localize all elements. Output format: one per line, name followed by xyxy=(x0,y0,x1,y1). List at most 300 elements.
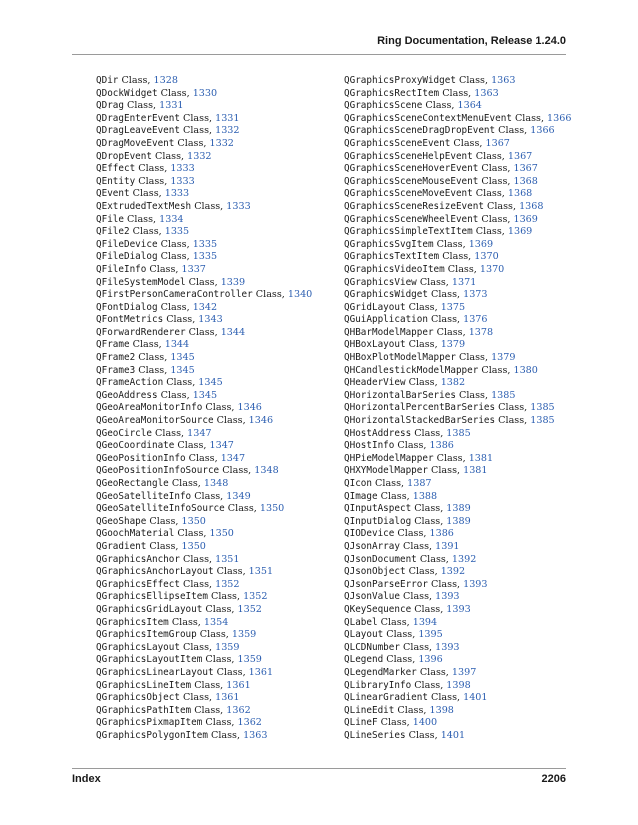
class-suffix: Class, xyxy=(202,402,238,414)
page-link[interactable]: 1393 xyxy=(463,578,488,590)
footer-rule xyxy=(72,768,566,769)
page-link[interactable]: 1332 xyxy=(215,125,240,137)
index-entry xyxy=(344,201,592,214)
page-link[interactable]: 1344 xyxy=(220,326,246,338)
index-entry xyxy=(344,604,592,617)
page-link[interactable]: 1348 xyxy=(254,465,279,477)
class-name: QGraphicsScene xyxy=(344,100,423,112)
class-name: QGeoCoordinate xyxy=(96,440,175,452)
class-suffix: Class, xyxy=(511,112,548,124)
page-link[interactable]: 1347 xyxy=(209,440,234,452)
page-link[interactable]: 1387 xyxy=(407,478,432,489)
page-link[interactable]: 1331 xyxy=(215,112,240,124)
class-name: QLegendMarker xyxy=(344,666,417,678)
class-name: QFileDevice xyxy=(96,238,158,250)
page-link[interactable]: 1385 xyxy=(530,415,555,427)
class-name: QGraphicsPolygonItem xyxy=(96,729,208,741)
page-link[interactable]: 1350 xyxy=(181,540,206,552)
index-entry xyxy=(96,465,344,478)
class-name: QGridLayout xyxy=(344,301,406,313)
page-link[interactable]: 1385 xyxy=(491,389,516,401)
index-entry xyxy=(344,680,592,693)
page-link[interactable]: 1381 xyxy=(468,452,494,464)
index-entry xyxy=(96,491,344,504)
page-link[interactable]: 1385 xyxy=(446,427,471,439)
page-link[interactable]: 1335 xyxy=(192,251,218,263)
index-entry xyxy=(96,75,344,88)
class-suffix: Class, xyxy=(118,75,154,86)
index-entry xyxy=(344,566,592,579)
class-suffix: Class, xyxy=(377,490,413,502)
class-suffix: Class, xyxy=(416,666,452,678)
page-link[interactable]: 1346 xyxy=(248,415,274,427)
index-entry xyxy=(344,314,592,327)
class-suffix: Class, xyxy=(427,578,464,590)
page-link[interactable]: 1369 xyxy=(513,213,538,225)
page-link[interactable]: 1334 xyxy=(159,213,184,225)
class-suffix: Class, xyxy=(185,276,221,288)
index-entry xyxy=(96,453,344,466)
page-link[interactable]: 1344 xyxy=(164,339,190,351)
class-suffix: Class, xyxy=(411,427,447,439)
class-name: QHorizontalStackedBarSeries xyxy=(344,415,496,427)
page-link[interactable]: 1349 xyxy=(226,490,251,502)
class-name: QGeoShape xyxy=(96,515,147,527)
class-name: QGraphicsSceneDragDropEvent xyxy=(344,125,496,137)
index-entry xyxy=(96,339,344,352)
class-suffix: Class, xyxy=(472,226,508,238)
class-suffix: Class, xyxy=(219,465,255,477)
page-link[interactable]: 1398 xyxy=(446,679,471,691)
class-suffix: Class, xyxy=(422,100,458,112)
page-link[interactable]: 1395 xyxy=(418,629,443,641)
class-suffix: Class, xyxy=(179,692,216,704)
index-entry xyxy=(96,113,344,126)
class-suffix: Class, xyxy=(196,629,232,641)
index-entry xyxy=(96,188,344,201)
page-link[interactable]: 1391 xyxy=(435,540,460,552)
class-suffix: Class, xyxy=(179,641,216,653)
class-name: QGraphicsGridLayout xyxy=(96,603,203,615)
page-link[interactable]: 1340 xyxy=(287,289,313,301)
page-link[interactable]: 1370 xyxy=(479,263,505,275)
page-link[interactable]: 1379 xyxy=(491,352,516,364)
page-link[interactable]: 1379 xyxy=(440,339,466,351)
page-link[interactable]: 1368 xyxy=(513,175,538,187)
class-suffix: Class, xyxy=(377,717,413,729)
page-link[interactable]: 1388 xyxy=(412,490,438,502)
page-link[interactable]: 1350 xyxy=(181,515,206,527)
page-link[interactable]: 1392 xyxy=(451,553,477,565)
page-link[interactable]: 1352 xyxy=(243,591,268,603)
page-link[interactable]: 1362 xyxy=(237,717,262,729)
class-suffix: Class, xyxy=(174,440,210,452)
index-entry xyxy=(344,402,592,415)
class-suffix: Class, xyxy=(455,389,492,401)
page-link[interactable]: 1361 xyxy=(248,666,274,678)
page-link[interactable]: 1351 xyxy=(248,566,274,578)
class-name: QLineEdit xyxy=(344,704,395,716)
page-link[interactable]: 1333 xyxy=(164,188,190,200)
class-suffix: Class, xyxy=(399,641,436,653)
class-name: QExtrudedTextMesh xyxy=(96,200,192,212)
page-link[interactable]: 1363 xyxy=(243,729,268,741)
class-suffix: Class, xyxy=(213,415,249,427)
class-suffix: Class, xyxy=(439,87,475,99)
index-entry xyxy=(96,239,344,252)
index-entry xyxy=(344,642,592,655)
index-entry xyxy=(344,617,592,630)
index-entry xyxy=(96,125,344,138)
class-suffix: Class, xyxy=(478,163,514,175)
page-link[interactable]: 1401 xyxy=(440,729,466,741)
index-entry xyxy=(96,277,344,290)
class-name: QFrame xyxy=(96,339,130,351)
class-name: QFontMetrics xyxy=(96,314,164,326)
class-suffix: Class, xyxy=(411,515,447,527)
running-header-title: Ring Documentation, Release 1.24.0 xyxy=(377,35,566,47)
class-name: QJsonDocument xyxy=(344,553,417,565)
page-link[interactable]: 1352 xyxy=(237,603,262,615)
page-link[interactable]: 1332 xyxy=(187,150,212,162)
page-link[interactable]: 1337 xyxy=(181,263,206,275)
index-entry xyxy=(344,554,592,567)
class-name: QForwardRenderer xyxy=(96,326,186,338)
page-link[interactable]: 1332 xyxy=(209,137,234,149)
class-name: QGraphicsSceneMouseEvent xyxy=(344,175,479,187)
class-suffix: Class, xyxy=(495,415,531,427)
class-suffix: Class, xyxy=(433,452,469,464)
index-entry xyxy=(344,440,592,453)
class-name: QFile2 xyxy=(96,226,130,238)
class-suffix: Class, xyxy=(157,251,193,263)
page-link[interactable]: 1389 xyxy=(446,503,471,515)
class-name: QFrame2 xyxy=(96,352,136,364)
page-link[interactable]: 1331 xyxy=(159,100,184,112)
page-link[interactable]: 1345 xyxy=(170,352,195,364)
class-name: QEntity xyxy=(96,175,136,187)
index-entry xyxy=(344,390,592,403)
index-entry xyxy=(96,302,344,315)
class-name: QHostInfo xyxy=(344,440,395,452)
class-suffix: Class, xyxy=(163,377,199,389)
class-suffix: Class, xyxy=(191,704,227,716)
index-entry xyxy=(344,591,592,604)
page-link[interactable]: 1367 xyxy=(507,150,533,162)
page-link[interactable]: 1371 xyxy=(451,276,477,288)
class-suffix: Class, xyxy=(427,692,464,704)
index-entry xyxy=(96,478,344,491)
class-name: QLibraryInfo xyxy=(344,679,412,691)
index-entry xyxy=(96,629,344,642)
page-link[interactable]: 1330 xyxy=(192,87,218,99)
class-name: QEvent xyxy=(96,188,130,200)
index-entry xyxy=(96,251,344,264)
class-suffix: Class, xyxy=(185,326,221,338)
index-entry xyxy=(344,365,592,378)
class-name: QGoochMaterial xyxy=(96,528,175,540)
page-link[interactable]: 1351 xyxy=(215,553,240,565)
index-entry xyxy=(344,541,592,554)
class-name: QJsonValue xyxy=(344,591,400,603)
class-suffix: Class, xyxy=(146,263,182,275)
class-suffix: Class, xyxy=(439,251,475,263)
index-entry xyxy=(96,566,344,579)
class-name: QGeoRectangle xyxy=(96,478,169,489)
page-link[interactable]: 1367 xyxy=(513,163,538,175)
class-suffix: Class, xyxy=(146,540,182,552)
page-link[interactable]: 1366 xyxy=(547,112,572,124)
index-entry xyxy=(96,730,344,743)
page-link[interactable]: 1361 xyxy=(226,679,251,691)
page-link[interactable]: 1335 xyxy=(164,226,190,238)
index-entry xyxy=(344,302,592,315)
page-link[interactable]: 1380 xyxy=(513,364,538,376)
class-name: QDrag xyxy=(96,100,124,112)
page-link[interactable]: 1359 xyxy=(237,654,262,666)
class-name: QGraphicsLayout xyxy=(96,641,180,653)
page-link[interactable]: 1398 xyxy=(429,704,454,716)
page-link[interactable]: 1364 xyxy=(457,100,482,112)
index-entry xyxy=(96,226,344,239)
class-name: QGeoAddress xyxy=(96,389,158,401)
page-link[interactable]: 1368 xyxy=(519,200,544,212)
index-entry xyxy=(344,667,592,680)
page-link[interactable]: 1386 xyxy=(429,528,454,540)
class-suffix: Class, xyxy=(168,616,204,628)
index-entry xyxy=(96,264,344,277)
class-suffix: Class, xyxy=(383,654,419,666)
class-name: QGeoPositionInfo xyxy=(96,452,186,464)
class-suffix: Class, xyxy=(129,226,165,238)
page-link[interactable]: 1378 xyxy=(468,326,494,338)
page-link[interactable]: 1363 xyxy=(491,75,516,86)
class-suffix: Class, xyxy=(372,478,408,489)
index-entry xyxy=(96,289,344,302)
class-name: QGraphicsSceneHoverEvent xyxy=(344,163,479,175)
page-link[interactable]: 1339 xyxy=(220,276,246,288)
page-link[interactable]: 1348 xyxy=(203,478,229,489)
class-suffix: Class, xyxy=(399,591,436,603)
class-suffix: Class, xyxy=(157,238,193,250)
class-suffix: Class, xyxy=(495,402,531,414)
class-suffix: Class, xyxy=(124,213,160,225)
page-link[interactable]: 1333 xyxy=(170,163,195,175)
class-suffix: Class, xyxy=(135,175,171,187)
index-entry xyxy=(344,251,592,264)
index-entry xyxy=(96,214,344,227)
class-name: QFirstPersonCameraController xyxy=(96,289,253,301)
class-name: QKeySequence xyxy=(344,603,412,615)
page-link[interactable]: 1361 xyxy=(215,692,240,704)
index-entry xyxy=(344,730,592,743)
page-link[interactable]: 1333 xyxy=(170,175,195,187)
index-entry xyxy=(344,503,592,516)
page-link[interactable]: 1400 xyxy=(412,717,438,729)
index-entry xyxy=(344,339,592,352)
index-entry xyxy=(344,327,592,340)
index-entry xyxy=(344,176,592,189)
class-name: QGeoCircle xyxy=(96,427,152,439)
class-name: QGraphicsSceneContextMenuEvent xyxy=(344,112,512,124)
class-name: QGraphicsItemGroup xyxy=(96,629,197,641)
class-name: QJsonParseError xyxy=(344,578,428,590)
class-name: QHXYModelMapper xyxy=(344,465,428,477)
page-link[interactable]: 1369 xyxy=(468,238,494,250)
page-link[interactable]: 1345 xyxy=(192,389,218,401)
class-suffix: Class, xyxy=(472,188,508,200)
page-link[interactable]: 1346 xyxy=(237,402,262,414)
class-suffix: Class, xyxy=(478,364,514,376)
class-suffix: Class, xyxy=(179,578,216,590)
page-link[interactable]: 1347 xyxy=(187,427,212,439)
index-entry xyxy=(344,465,592,478)
page-link[interactable]: 1343 xyxy=(198,314,223,326)
class-name: QGraphicsTextItem xyxy=(344,251,440,263)
index-entry xyxy=(96,428,344,441)
class-name: QGraphicsSceneEvent xyxy=(344,137,451,149)
page-link[interactable]: 1366 xyxy=(530,125,555,137)
page-link[interactable]: 1392 xyxy=(440,566,466,578)
class-suffix: Class, xyxy=(411,603,447,615)
index-entry xyxy=(344,226,592,239)
index-entry xyxy=(96,579,344,592)
page-link[interactable]: 1389 xyxy=(446,515,471,527)
index-entry xyxy=(344,188,592,201)
class-suffix: Class, xyxy=(455,75,492,86)
class-suffix: Class, xyxy=(455,352,492,364)
class-suffix: Class, xyxy=(427,314,464,326)
class-name: QGraphicsWidget xyxy=(344,289,428,301)
page-link[interactable]: 1393 xyxy=(435,591,460,603)
class-name: QDragMoveEvent xyxy=(96,137,175,149)
index-column-right xyxy=(344,75,592,742)
page-link[interactable]: 1382 xyxy=(440,377,466,389)
class-name: QGradient xyxy=(96,540,147,552)
index-entry xyxy=(96,554,344,567)
page-link[interactable]: 1373 xyxy=(463,289,488,301)
class-name: QFileDialog xyxy=(96,251,158,263)
class-name: QGuiApplication xyxy=(344,314,428,326)
class-suffix: Class, xyxy=(411,679,447,691)
page-link[interactable]: 1350 xyxy=(209,528,234,540)
page-link[interactable]: 1396 xyxy=(418,654,443,666)
class-name: QHPieModelMapper xyxy=(344,452,434,464)
page-link[interactable]: 1345 xyxy=(198,377,223,389)
index-entry xyxy=(96,604,344,617)
index-entry xyxy=(344,277,592,290)
class-name: QGraphicsRectItem xyxy=(344,87,440,99)
index-entry xyxy=(96,503,344,516)
class-name: QIODevice xyxy=(344,528,395,540)
index-entry xyxy=(96,100,344,113)
page-link[interactable]: 1381 xyxy=(463,465,488,477)
page-link[interactable]: 1342 xyxy=(192,301,218,313)
page-link[interactable]: 1350 xyxy=(259,503,285,515)
page-link[interactable]: 1328 xyxy=(153,75,178,86)
index-column-left xyxy=(96,75,344,742)
page-link[interactable]: 1359 xyxy=(231,629,257,641)
class-name: QLineSeries xyxy=(344,729,406,741)
class-name: QGraphicsEffect xyxy=(96,578,180,590)
class-name: QGraphicsSceneWheelEvent xyxy=(344,213,479,225)
class-name: QGraphicsSimpleTextItem xyxy=(344,226,473,238)
index-entry xyxy=(344,100,592,113)
page-link[interactable]: 1397 xyxy=(451,666,477,678)
class-name: QDir xyxy=(96,75,119,86)
class-suffix: Class, xyxy=(157,87,193,99)
index-entry xyxy=(344,151,592,164)
class-name: QGraphicsView xyxy=(344,276,417,288)
index-entry xyxy=(344,138,592,151)
class-suffix: Class, xyxy=(224,503,260,515)
class-name: QGeoAreaMonitorSource xyxy=(96,415,214,427)
class-name: QGraphicsPixmapItem xyxy=(96,717,203,729)
class-name: QHBoxLayout xyxy=(344,339,406,351)
page-link[interactable]: 1359 xyxy=(215,641,240,653)
page-link[interactable]: 1385 xyxy=(530,402,555,414)
page-link[interactable]: 1363 xyxy=(474,87,499,99)
class-name: QJsonArray xyxy=(344,540,400,552)
page-link[interactable]: 1375 xyxy=(440,301,466,313)
page-link[interactable]: 1401 xyxy=(463,692,488,704)
page-link[interactable]: 1386 xyxy=(429,440,454,452)
class-suffix: Class, xyxy=(191,200,227,212)
class-suffix: Class, xyxy=(394,704,430,716)
index-entry xyxy=(96,163,344,176)
page-link[interactable]: 1333 xyxy=(226,200,251,212)
index-entry xyxy=(96,415,344,428)
index-entry xyxy=(96,680,344,693)
class-suffix: Class, xyxy=(472,150,508,162)
page-link[interactable]: 1354 xyxy=(203,616,229,628)
footer-section: Index xyxy=(72,773,101,785)
page-link[interactable]: 1335 xyxy=(192,238,218,250)
class-suffix: Class, xyxy=(135,352,171,364)
class-name: QGraphicsAnchorLayout xyxy=(96,566,214,578)
class-name: QDragEnterEvent xyxy=(96,112,180,124)
page-link[interactable]: 1367 xyxy=(485,137,510,149)
class-name: QGraphicsLineItem xyxy=(96,679,192,691)
class-name: QGraphicsAnchor xyxy=(96,553,180,565)
index-entry xyxy=(96,516,344,529)
class-name: QJsonObject xyxy=(344,566,406,578)
page-link[interactable]: 1347 xyxy=(220,452,246,464)
page-link[interactable]: 1369 xyxy=(507,226,533,238)
page-link[interactable]: 1362 xyxy=(226,704,251,716)
page-link[interactable]: 1393 xyxy=(446,603,471,615)
page-link[interactable]: 1393 xyxy=(435,641,460,653)
class-name: QIcon xyxy=(344,478,372,489)
page-link[interactable]: 1352 xyxy=(215,578,240,590)
class-suffix: Class, xyxy=(405,566,441,578)
index-entry xyxy=(96,717,344,730)
class-name: QGraphicsLinearLayout xyxy=(96,666,214,678)
index-entry xyxy=(96,617,344,630)
class-suffix: Class, xyxy=(207,729,244,741)
page-link[interactable]: 1370 xyxy=(474,251,499,263)
index-entry xyxy=(96,692,344,705)
page-link[interactable]: 1345 xyxy=(170,364,195,376)
page-link[interactable]: 1394 xyxy=(412,616,438,628)
class-suffix: Class, xyxy=(135,364,171,376)
page-link[interactable]: 1368 xyxy=(507,188,533,200)
header-rule xyxy=(72,54,566,55)
class-name: QFile xyxy=(96,213,124,225)
class-suffix: Class, xyxy=(416,276,452,288)
page-link[interactable]: 1376 xyxy=(463,314,488,326)
class-name: QInputDialog xyxy=(344,515,412,527)
